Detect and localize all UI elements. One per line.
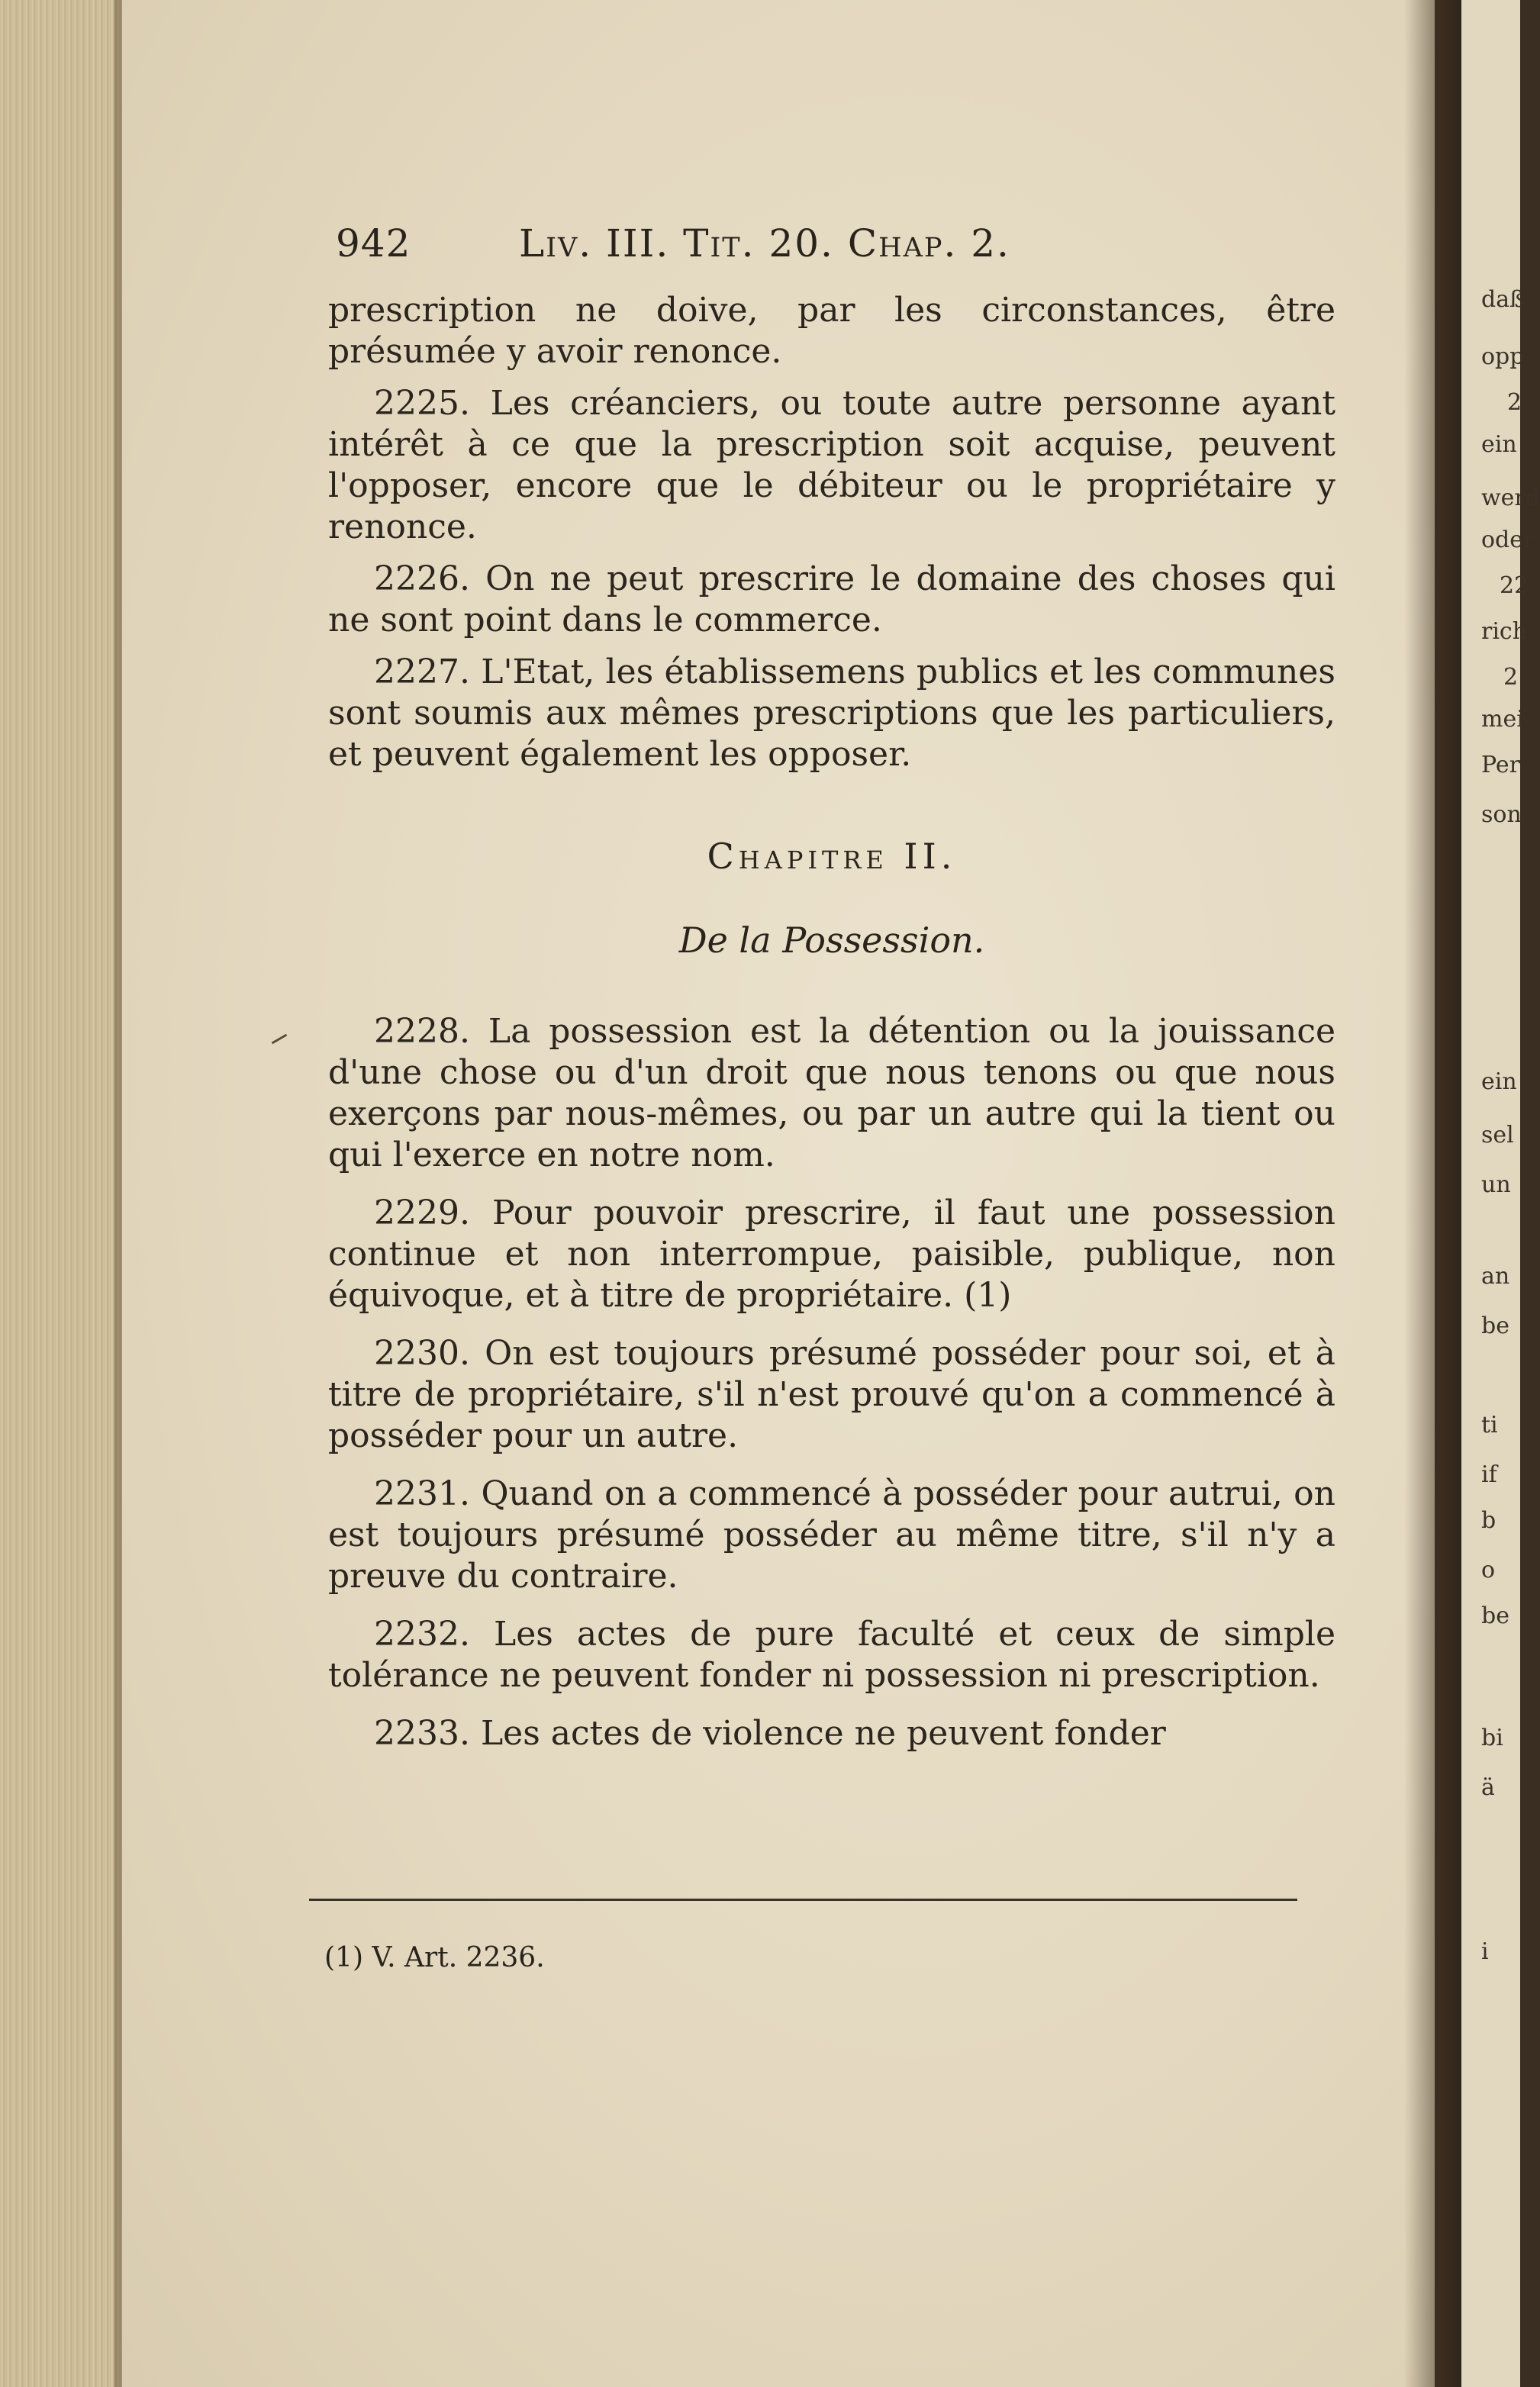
text-block-bottom xyxy=(328,1011,1335,1754)
text-block-top xyxy=(328,290,1335,775)
chapter-title: Chapitre II. xyxy=(707,836,957,877)
article-2228: 2228. La possession est la détention ou la jouissance d'une chose ou d'un droit que nous tenons ou que nous exerçons par nous-mêmes, ou par un autre qui la tient ou qui l'exerce en notre nom. xyxy=(328,1012,1335,1174)
facing-line: rich xyxy=(1481,618,1528,645)
facing-line: opp xyxy=(1481,343,1525,370)
facing-page xyxy=(1461,0,1540,2387)
facing-line: ti xyxy=(1481,1412,1498,1438)
facing-line: 2 xyxy=(1503,664,1519,691)
facing-line: an xyxy=(1481,1263,1510,1290)
facing-line: ä xyxy=(1481,1774,1495,1801)
running-head: Liv. III. Tit. 20. Chap. 2. xyxy=(519,221,1010,266)
article-2227: 2227. L'Etat, les établissemens publics et les communes sont soumis aux mêmes prescriptions que les particuliers, et peuvent également les opposer. xyxy=(328,652,1335,774)
article-2230: 2230. On est toujours présumé posséder pour soi, et à titre de propriétaire, s'il n'est prouvé qu'on a commencé à posséder pour un autre. xyxy=(328,1334,1335,1455)
chapter-subtitle: De la Possession. xyxy=(678,920,985,961)
facing-line: un xyxy=(1481,1171,1511,1198)
paragraph-continuation: prescription ne doive, par les circonstances, être présumée y avoir renonce. xyxy=(328,291,1335,371)
facing-line: mei xyxy=(1481,706,1524,733)
facing-line: daß xyxy=(1481,286,1526,313)
article-2232: 2232. Les actes de pure faculté et ceux de simple tolérance ne peuvent fonder ni possession ni prescription. xyxy=(328,1615,1335,1695)
facing-line: 2 xyxy=(1507,389,1522,416)
facing-line: son xyxy=(1481,801,1522,828)
facing-line: b xyxy=(1481,1507,1497,1534)
facing-line: ein xyxy=(1481,1068,1517,1095)
footnote: (1) V. Art. 2236. xyxy=(324,1942,545,1973)
facing-line: sel xyxy=(1481,1122,1514,1148)
facing-line: bi xyxy=(1481,1725,1503,1751)
facing-line: o xyxy=(1481,1557,1496,1583)
book-gutter xyxy=(1404,0,1465,2387)
book-page-edges xyxy=(0,0,122,2387)
footnote-rule xyxy=(309,1899,1297,1901)
article-2231: 2231. Quand on a commencé à posséder pour autrui, on est toujours présumé posséder au même titre, s'il n'y a preuve du contraire. xyxy=(328,1474,1335,1596)
page-number: 942 xyxy=(336,221,411,266)
article-2226: 2226. On ne peut prescrire le domaine des choses qui ne sont point dans le commerce. xyxy=(328,559,1335,639)
article-2225: 2225. Les créanciers, ou toute autre personne ayant intérêt à ce que la prescription soit acquise, peuvent l'opposer, encore que le débiteur ou le propriétaire y renonce. xyxy=(328,384,1335,546)
facing-line: be xyxy=(1481,1603,1509,1629)
article-2233: 2233. Les actes de violence ne peuvent fonder xyxy=(374,1714,1166,1753)
facing-line: oder xyxy=(1481,527,1535,553)
facing-line: Per xyxy=(1481,752,1520,778)
facing-line: werd xyxy=(1481,485,1540,511)
facing-line: ein xyxy=(1481,431,1517,458)
article-2229: 2229. Pour pouvoir prescrire, il faut une possession continue et non interrompue, paisible, publique, non équivoque, et à titre de propriétaire. (1) xyxy=(328,1194,1335,1315)
facing-line: i xyxy=(1481,1938,1489,1965)
facing-line: 22 xyxy=(1500,572,1529,599)
facing-line: if xyxy=(1481,1461,1497,1488)
facing-line: be xyxy=(1481,1313,1509,1339)
